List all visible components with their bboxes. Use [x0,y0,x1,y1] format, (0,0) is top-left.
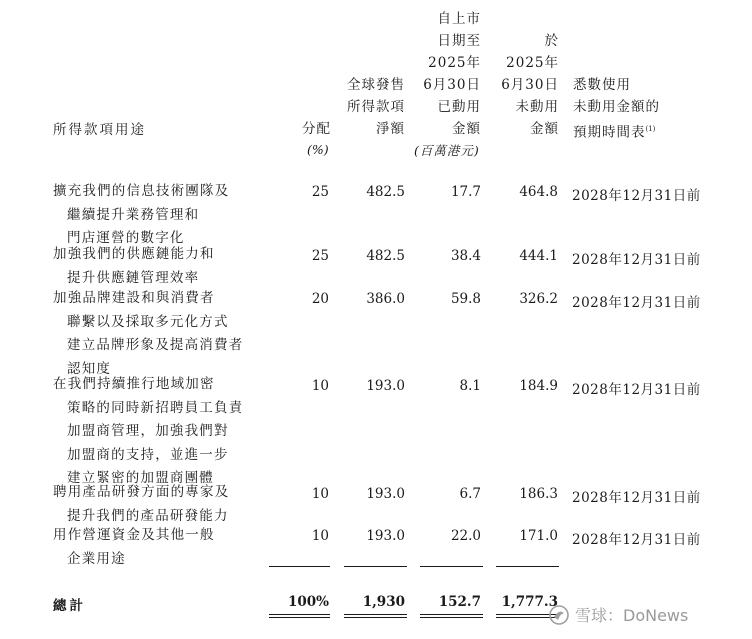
cell-net-proceeds: 193.0 [366,486,405,502]
header-used-line: 自上市 [437,11,481,27]
header-used-line: 日期至 [437,33,481,49]
cell-net-proceeds: 193.0 [366,528,405,544]
header-money-unit: (百萬港元) [414,143,480,158]
total-double-rule [269,614,330,615]
cell-used: 22.0 [450,528,481,544]
header-net-line: 淨額 [376,121,405,137]
subtotal-rule [420,566,483,567]
table-row-use [53,180,229,251]
use-line: 加強我們的供應鏈能力和 [53,246,215,262]
use-line: 繼續提升業務管理和 [67,206,200,223]
header-unused-line: 未動用 [515,99,559,115]
cell-net-proceeds: 482.5 [366,248,405,264]
header-allocation-unit: (%) [307,142,329,157]
cell-unused: 326.2 [519,291,558,307]
header-used-line: 已動用 [437,99,481,115]
cell-used: 17.7 [450,184,481,200]
total-label: 總計 [53,598,86,614]
table-row-use [53,481,229,528]
total-allocation: 100% [287,594,329,610]
use-line: 在我們持續推行地域加密 [53,376,215,392]
total-net-proceeds: 1,930 [362,594,405,610]
total-double-rule [420,617,483,618]
subtotal-rule [269,566,330,567]
header-used-line: 2025年 [428,55,481,71]
cell-timeline: 2028年12月31日前 [572,490,701,506]
cell-used: 6.7 [459,486,481,502]
table-row-use [53,373,243,491]
header-unused [479,30,559,140]
cell-used: 8.1 [459,378,481,394]
total-double-rule [420,614,483,615]
cell-allocation: 25 [311,248,329,264]
table-row-use [53,287,243,381]
use-line: 擴充我們的信息技術團隊及 [53,183,230,199]
use-line: 門店運營的數字化 [67,230,185,246]
use-line: 策略的同時新招聘員工負責 [67,399,244,416]
use-line: 加強品牌建設和與消費者 [53,290,215,306]
use-line: 加盟商的支持，並進一步 [67,446,229,463]
subtotal-rule [344,566,407,567]
cell-allocation: 20 [311,291,329,307]
total-double-rule [344,617,407,618]
footnote-marker: (1) [645,125,656,133]
use-line: 加盟商管理，加強我們對 [67,423,229,439]
cell-unused: 444.1 [519,248,558,264]
total-used: 152.7 [438,594,481,610]
cell-unused: 186.3 [519,486,558,502]
cell-timeline: 2028年12月31日前 [572,252,701,268]
header-used-line: 6月30日 [423,77,481,93]
use-line: 提升我們的產品研發能力 [67,507,229,524]
total-double-rule [344,614,407,615]
use-line: 用作營運資金及其他一般 [53,527,215,543]
header-timeline-line: 悉數使用 [573,77,631,93]
watermark-text: 雪球：DoNews [575,606,689,625]
cell-net-proceeds: 193.0 [366,378,405,394]
use-line: 聘用產品研發方面的專家及 [53,484,230,500]
cell-allocation: 10 [311,378,329,394]
header-used-line: 金額 [452,121,481,137]
use-line: 建立品牌形象及提高消費者 [67,337,244,353]
table-row-use [53,243,215,290]
use-line: 提升供應鏈管理效率 [67,269,200,286]
cell-timeline: 2028年12月31日前 [572,295,701,311]
total-double-rule [269,617,330,618]
cell-unused: 171.0 [519,528,558,544]
header-unused-line: 6月30日 [501,77,559,93]
use-line: 認知度 [67,360,112,377]
header-used [401,8,481,140]
header-unused-line: 金額 [530,121,559,137]
header-unused-line: 2025年 [506,55,559,71]
header-timeline-text: 預期時間表 [573,124,646,141]
watermark [548,603,688,626]
header-use-of-proceeds: 所得款項用途 [53,122,146,138]
header-timeline [573,74,703,144]
header-allocation: 分配 [302,121,331,137]
total-unused: 1,777.3 [501,594,558,610]
cell-net-proceeds: 386.0 [366,291,405,307]
cell-net-proceeds: 482.5 [366,184,405,200]
cell-allocation: 10 [311,528,329,544]
cell-timeline: 2028年12月31日前 [572,188,701,204]
cell-used: 59.8 [450,291,481,307]
table-row-use [53,524,215,571]
cell-timeline: 2028年12月31日前 [572,382,701,398]
snowball-logo-icon [548,604,570,626]
header-net-line: 全球發售 [347,77,405,93]
cell-allocation: 10 [311,486,329,502]
use-line: 建立緊密的加盟商團體 [67,470,214,486]
cell-used: 38.4 [450,248,481,264]
use-line: 聯繫以及採取多元化方式 [67,313,229,330]
subtotal-rule [496,566,559,567]
header-unused-line: 於 [544,33,559,49]
cell-unused: 184.9 [519,378,558,394]
use-line: 企業用途 [67,550,126,567]
header-timeline-line: 未動用金額的 [573,99,660,115]
header-timeline-line3 [573,118,703,144]
header-net-line: 所得款項 [347,99,405,115]
cell-unused: 464.8 [519,184,558,200]
cell-allocation: 25 [311,184,329,200]
cell-timeline: 2028年12月31日前 [572,532,701,548]
